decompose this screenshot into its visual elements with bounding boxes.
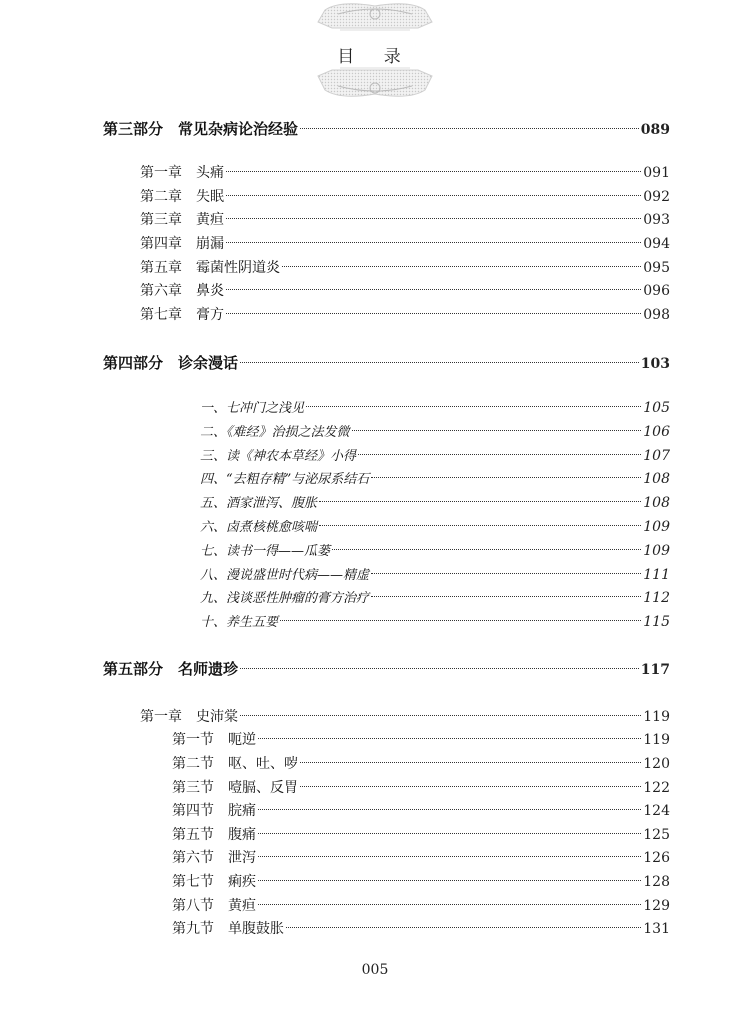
toc-label: 十、养生五要 — [200, 615, 279, 630]
toc-section[interactable] — [172, 824, 670, 846]
toc-label: 第一节 呃逆 — [172, 732, 256, 748]
toc-label: 第一章 头痛 — [140, 165, 224, 181]
toc-chapter[interactable] — [140, 186, 670, 208]
toc-page-number: 109 — [643, 543, 670, 559]
toc-label: 第八节 黄疸 — [172, 898, 256, 914]
toc-section[interactable] — [172, 871, 670, 893]
toc-leader-dots — [319, 525, 641, 526]
toc-essay[interactable] — [200, 492, 670, 514]
toc-page-number: 092 — [643, 189, 670, 205]
toc-page-number: 129 — [643, 898, 670, 914]
toc-label: 第九节 单腹鼓胀 — [172, 921, 284, 937]
toc-label: 第六节 泄泻 — [172, 850, 256, 866]
toc-label: 第四章 崩漏 — [140, 236, 224, 252]
toc-essay[interactable] — [200, 564, 670, 586]
toc-label: 第四节 脘痛 — [172, 803, 256, 819]
toc-page-number: 106 — [643, 424, 670, 440]
toc-leader-dots — [332, 549, 641, 550]
toc-page-number: 119 — [643, 709, 670, 725]
toc-label: 五、酒家泄泻、腹胀 — [200, 496, 318, 511]
toc-leader-dots — [240, 362, 639, 363]
toc-label: 第三部分 常见杂病论治经验 — [103, 120, 299, 138]
toc-section[interactable] — [172, 729, 670, 751]
toc-chapter[interactable] — [140, 233, 670, 255]
toc-label: 第五章 霉菌性阴道炎 — [140, 260, 280, 276]
toc-chapter[interactable] — [140, 706, 670, 728]
toc-page-number: 126 — [643, 850, 670, 866]
toc-chapter[interactable] — [140, 209, 670, 231]
toc-section[interactable] — [172, 777, 670, 799]
toc-leader-dots — [280, 620, 641, 621]
toc-part-4[interactable] — [103, 352, 670, 374]
toc-leader-dots — [286, 927, 641, 928]
toc-leader-dots — [258, 904, 641, 905]
toc-label: 一、七冲门之浅见 — [200, 401, 305, 416]
toc-page-number: 094 — [643, 236, 670, 252]
toc-page-number: 091 — [643, 165, 670, 181]
toc-page-number: 112 — [643, 590, 670, 606]
toc-page-number: 125 — [643, 827, 670, 843]
toc-page-number: 119 — [643, 732, 670, 748]
toc-leader-dots — [258, 880, 641, 881]
toc-leader-dots — [258, 833, 641, 834]
toc-page-number: 093 — [643, 212, 670, 228]
toc-essay[interactable] — [200, 421, 670, 443]
toc-leader-dots — [226, 289, 641, 290]
toc-label: 第一章 史沛棠 — [140, 709, 238, 725]
toc-label: 九、浅谈恶性肿瘤的膏方治疗 — [200, 591, 370, 606]
toc-essay[interactable] — [200, 468, 670, 490]
toc-label: 二、《难经》治损之法发微 — [200, 425, 350, 440]
toc-page-number: 105 — [643, 400, 670, 416]
toc-leader-dots — [226, 171, 641, 172]
toc-leader-dots — [371, 573, 641, 574]
toc-page-number: 131 — [643, 921, 670, 937]
toc-leader-dots — [258, 809, 641, 810]
toc-page-number: 089 — [640, 122, 670, 138]
toc-page-number: 103 — [640, 356, 670, 372]
toc-chapter[interactable] — [140, 304, 670, 326]
toc-leader-dots — [319, 501, 641, 502]
toc-page-number: 117 — [640, 662, 670, 678]
toc-leader-dots — [226, 242, 641, 243]
toc-page-number: 096 — [643, 283, 670, 299]
toc-page-number: 120 — [643, 756, 670, 772]
toc-section[interactable] — [172, 918, 670, 940]
page-number-footer: 005 — [361, 962, 389, 978]
toc-section[interactable] — [172, 800, 670, 822]
toc-section[interactable] — [172, 895, 670, 917]
toc-label: 第三节 噎膈、反胃 — [172, 780, 298, 796]
toc-part-3[interactable] — [103, 118, 670, 140]
toc-essay[interactable] — [200, 445, 670, 467]
toc-label: 第六章 鼻炎 — [140, 283, 224, 299]
toc-label: 第二节 呕、吐、哕 — [172, 756, 298, 772]
toc-page-number: 124 — [643, 803, 670, 819]
toc-page-number: 128 — [643, 874, 670, 890]
toc-leader-dots — [371, 477, 641, 478]
toc-header-title: 目 录 — [337, 47, 413, 67]
toc-label: 第二章 失眠 — [140, 189, 224, 205]
toc-leader-dots — [300, 786, 641, 787]
toc-essay[interactable] — [200, 611, 670, 633]
toc-page-number: 108 — [643, 471, 670, 487]
toc-page-number: 111 — [643, 567, 670, 583]
toc-page-number: 107 — [643, 448, 670, 464]
toc-leader-dots — [226, 313, 641, 314]
toc-leader-dots — [258, 856, 641, 857]
toc-label: 第三章 黄疸 — [140, 212, 224, 228]
toc-leader-dots — [306, 406, 641, 407]
toc-leader-dots — [300, 762, 641, 763]
toc-leader-dots — [258, 738, 641, 739]
toc-leader-dots — [240, 715, 641, 716]
toc-chapter[interactable] — [140, 280, 670, 302]
toc-page-number: 095 — [643, 260, 670, 276]
toc-essay[interactable] — [200, 587, 670, 609]
toc-section[interactable] — [172, 847, 670, 869]
toc-page-number: 109 — [643, 519, 670, 535]
toc-label: 四、“去粗存精”与泌尿系结石 — [200, 472, 370, 487]
toc-leader-dots — [240, 668, 639, 669]
toc-leader-dots — [226, 195, 641, 196]
toc-label: 七、读书一得——瓜蒌 — [200, 544, 331, 559]
toc-essay[interactable] — [200, 397, 670, 419]
toc-chapter[interactable] — [140, 257, 670, 279]
toc-leader-dots — [352, 430, 642, 431]
toc-essay[interactable] — [200, 516, 670, 538]
toc-leader-dots — [358, 454, 641, 455]
toc-label: 第七章 膏方 — [140, 307, 224, 323]
toc-page-number: 115 — [643, 614, 670, 630]
toc-label: 第五部分 名师遗珍 — [103, 660, 239, 678]
toc-leader-dots — [371, 596, 641, 597]
toc-page-number: 122 — [643, 780, 670, 796]
toc-leader-dots — [282, 266, 641, 267]
toc-essay[interactable] — [200, 540, 670, 562]
toc-section[interactable] — [172, 753, 670, 775]
toc-label: 第四部分 诊余漫话 — [103, 354, 239, 372]
toc-page-number: 108 — [643, 495, 670, 511]
toc-page-number: 098 — [643, 307, 670, 323]
toc-leader-dots — [226, 218, 641, 219]
toc-chapter[interactable] — [140, 162, 670, 184]
toc-label: 第七节 痢疾 — [172, 874, 256, 890]
toc-leader-dots — [300, 128, 639, 129]
toc-label: 三、读《神农本草经》小得 — [200, 449, 357, 464]
toc-label: 八、漫说盛世时代病——精虚 — [200, 568, 370, 583]
toc-part-5[interactable] — [103, 658, 670, 680]
toc-label: 六、卤煮核桃愈咳喘 — [200, 520, 318, 535]
toc-label: 第五节 腹痛 — [172, 827, 256, 843]
